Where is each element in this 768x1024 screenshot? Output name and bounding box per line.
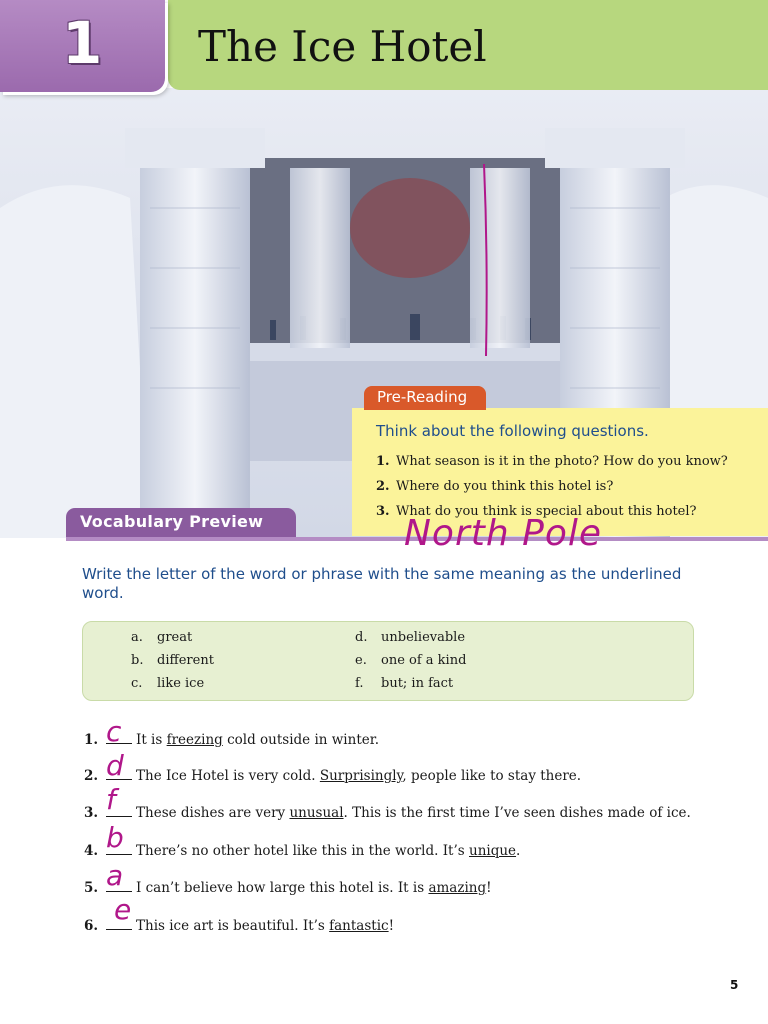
handwritten-answer: a bbox=[106, 859, 124, 892]
vocab-sentence: 6. This ice art is beautiful. It’s fantastic! bbox=[84, 918, 395, 934]
handwritten-answer: d bbox=[106, 749, 124, 782]
vocab-sentence: 4. There’s no other hotel like this in the world. It’s unique. bbox=[84, 843, 521, 859]
handwritten-answer: b bbox=[106, 821, 124, 854]
word-option: b. different bbox=[131, 653, 214, 668]
word-bank bbox=[82, 621, 694, 701]
pre-reading-heading: Think about the following questions. bbox=[376, 422, 649, 440]
vocab-sentence: 1. It is freezing cold outside in winter. bbox=[84, 732, 379, 748]
handwritten-answer: e bbox=[114, 893, 132, 926]
pre-reading-question: 2. Where do you think this hotel is? bbox=[376, 479, 614, 494]
word-option: d. unbelievable bbox=[355, 630, 466, 645]
vocabulary-preview-label: Vocabulary Preview bbox=[80, 512, 264, 531]
pre-reading-tab bbox=[364, 386, 486, 410]
vocab-sentence: 3. These dishes are very unusual. This is the first time I’ve seen dishes made of ice. bbox=[84, 805, 691, 821]
word-option: f. but; in fact bbox=[355, 676, 454, 691]
page-number: 5 bbox=[730, 978, 739, 992]
page-title: The Ice Hotel bbox=[198, 22, 487, 71]
pre-reading-question: 3. What do you think is special about this hotel? bbox=[376, 504, 697, 519]
word-option: a. great bbox=[131, 630, 193, 645]
handwritten-answer-north-pole: North Pole bbox=[404, 513, 603, 554]
handwritten-answer: c bbox=[106, 715, 122, 748]
word-option: e. one of a kind bbox=[355, 653, 467, 668]
pre-reading-label: Pre-Reading bbox=[377, 388, 468, 406]
chapter-number: 1 bbox=[62, 9, 103, 77]
vocab-sentence: 2. The Ice Hotel is very cold. Surprisingly, people like to stay there. bbox=[84, 768, 582, 784]
vocab-sentence: 5. I can’t believe how large this hotel is. It is amazing! bbox=[84, 880, 492, 896]
vocabulary-instructions: Write the letter of the word or phrase with the same meaning as the underlined word. bbox=[82, 565, 682, 602]
title-bar bbox=[168, 0, 768, 90]
vocabulary-preview-tab bbox=[66, 508, 296, 538]
word-option: c. like ice bbox=[131, 676, 205, 691]
pre-reading-question: 1. What season is it in the photo? How do you know? bbox=[376, 454, 728, 469]
chapter-tab bbox=[0, 0, 165, 92]
handwritten-answer: f bbox=[106, 783, 116, 816]
